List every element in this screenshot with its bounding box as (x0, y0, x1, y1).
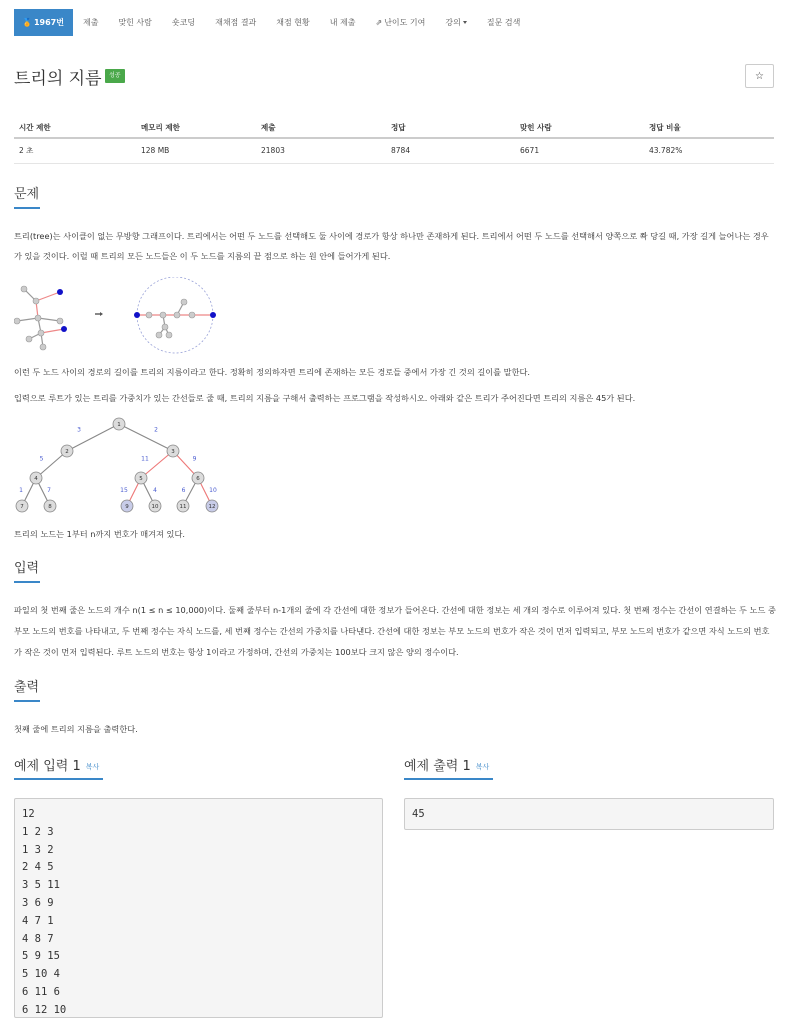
info-header-time: 시간 제한 (14, 117, 136, 138)
tree-sketch-circle (134, 277, 216, 353)
tree-node-label: 10 (151, 504, 159, 510)
tree-edge (119, 424, 173, 451)
nav-difficulty-label: 난이도 기여 (384, 18, 426, 27)
info-value-row (14, 138, 774, 163)
info-accepted: 8784 (386, 138, 515, 163)
sample-output-box[interactable]: 45 (404, 798, 774, 830)
tree-node-label: 1 (117, 422, 121, 428)
external-link-icon: ⇗ (375, 18, 383, 27)
caret-down-icon (463, 21, 467, 24)
sample-output-title: 예제 출력 1 (404, 759, 471, 774)
diameter-illustration (14, 277, 224, 357)
tree-node-label: 5 (139, 476, 143, 482)
sample-input-title: 예제 입력 1 (14, 759, 81, 774)
nav-solvers[interactable]: 맞힌 사람 (118, 18, 152, 27)
edge-weight-label: 10 (209, 487, 217, 494)
problem-paragraph-4: 트리의 노드는 1부터 n까지 번호가 매겨져 있다. (14, 529, 185, 539)
nav-question-search[interactable]: 질문 검색 (486, 18, 521, 27)
output-description: 첫째 줄에 트리의 지름을 출력한다. (14, 724, 138, 734)
info-header-solvers: 맞힌 사람 (515, 117, 644, 138)
nav-submit[interactable]: 제출 (82, 18, 99, 27)
tree-node-label: 6 (196, 476, 200, 482)
info-solvers: 6671 (515, 138, 644, 163)
nav-short-coding[interactable]: 숏코딩 (171, 18, 196, 27)
edge-weight-label: 2 (154, 426, 158, 434)
page-title: 트리의 지름 (14, 69, 102, 89)
tree-node-label: 7 (20, 504, 24, 510)
arrow-right-icon (95, 312, 103, 316)
input-description: 파일의 첫 번째 줄은 노드의 개수 n(1 ≤ n ≤ 10,000)이다. 둘째 줄부터 n-1개의 줄에 각 간선에 대한 정보가 들어온다. 간선에 대한 정보는 세 개의 정수로 이루어져 있다. 첫 번째 정수는 간선이 연결하는 두 노드 중 부모 노드의 번호를 나타내고, 두 번째 정수는 자식 노드를, 세 번째 정수는 간선의 가중치를 나타낸다. 간선에 대한 정보는 부모 노드의 번호가 작은 것이 먼저 입력되고, 부모 노드의 번호가 같으면 자식 노드의 번호가 작은 것이 먼저 입력된다. 루트 노드의 번호는 항상 1이라고 가정하며, 간선의 가중치는 100보다 크지 않은 양의 정수이다. (14, 605, 776, 657)
tree-node-label: 12 (208, 504, 216, 510)
info-header-row (14, 117, 774, 138)
tree-sketch-left (14, 286, 67, 350)
info-header-submit: 제출 (256, 117, 386, 138)
section-output-underline (14, 700, 40, 702)
weighted-tree-diagram (14, 413, 224, 519)
edge-weight-label: 9 (192, 455, 197, 463)
sample-input-header (14, 755, 99, 774)
problem-paragraph-3: 입력으로 루트가 있는 트리를 가중치가 있는 간선들로 줄 때, 트리의 지름을 구해서 출력하는 프로그램을 작성하시오. 아래와 같은 트리가 주어진다면 트리의 지름은 45가 된다. (14, 393, 636, 403)
edge-weight-label: 11 (141, 455, 149, 463)
nav-my-submissions[interactable]: 내 제출 (329, 18, 356, 27)
sample-input-underline (14, 778, 103, 780)
tree-node-label: 4 (34, 476, 38, 482)
tree-node-label: 2 (65, 449, 69, 455)
tree-edge (67, 424, 119, 451)
section-input-underline (14, 581, 40, 583)
problem-paragraph-2: 이런 두 노드 사이의 경로의 길이를 트리의 지름이라고 한다. 정확히 정의하자면 트리에 존재하는 모든 경로들 중에서 가장 긴 것의 길이를 말한다. (14, 367, 530, 377)
nav-lecture-label: 강의 (445, 18, 461, 27)
info-time: 2 초 (14, 138, 136, 163)
info-ratio: 43.782% (644, 138, 774, 163)
sample-output-underline (404, 778, 493, 780)
info-memory: 128 MB (136, 138, 256, 163)
tree-node-label: 3 (171, 449, 175, 455)
info-header-accepted: 정답 (386, 117, 515, 138)
edge-weight-label: 3 (77, 426, 81, 434)
section-problem-title: 문제 (14, 187, 40, 202)
problem-info-table (14, 117, 774, 164)
nav-problem-number[interactable] (14, 9, 73, 36)
edge-weight-label: 6 (181, 487, 186, 494)
problem-paragraph-1: 트리(tree)는 사이클이 없는 무방향 그래프이다. 트리에서는 어떤 두 노드를 선택해도 둘 사이에 경로가 항상 하나만 존재하게 된다. 트리에서 어떤 두 노드를 선택해서 양쪽으로 쫙 당길 때, 가장 길게 늘어나는 경우가 있을 것이다. 이럴 때 트리의 모든 노드들은 이 두 노드를 지름의 끝 점으로 하는 원 안에 들어가게 된다. (14, 231, 769, 261)
problem-nav (14, 9, 774, 36)
info-header-memory: 메모리 제한 (136, 117, 256, 138)
edge-weight-label: 5 (39, 455, 44, 463)
sample-input-box[interactable]: 12 1 2 3 1 3 2 2 4 5 3 5 11 3 6 9 4 7 1 4 8 7 5 9 15 5 10 4 6 11 6 6 12 10 (14, 798, 383, 1018)
edge-weight-label: 1 (19, 487, 23, 494)
info-submit: 21803 (256, 138, 386, 163)
edge-weight-label: 4 (153, 487, 157, 494)
nav-lecture-dropdown[interactable] (435, 9, 476, 36)
trophy-icon: 🏅 (22, 18, 32, 27)
sample-output-header (404, 755, 489, 774)
title-row (14, 64, 774, 89)
section-input-title: 입력 (14, 561, 40, 576)
star-button[interactable]: ☆ (745, 64, 774, 88)
tree-node-label: 8 (48, 504, 52, 510)
edge-weight-label: 7 (47, 487, 51, 494)
nav-status[interactable]: 채점 현황 (276, 18, 310, 27)
tree-node-label: 9 (125, 504, 129, 510)
info-header-ratio: 정답 비율 (644, 117, 774, 138)
edge-weight-label: 15 (120, 487, 128, 494)
tree-node-label: 11 (179, 504, 187, 510)
nav-rejudge[interactable]: 재채점 결과 (215, 18, 257, 27)
section-problem-underline (14, 207, 40, 209)
section-output-title: 출력 (14, 680, 40, 695)
copy-input-link[interactable]: 복사 (85, 762, 100, 771)
copy-output-link[interactable]: 복사 (475, 762, 490, 771)
nav-difficulty[interactable] (365, 9, 435, 36)
status-badge: 성공 (105, 69, 125, 83)
nav-problem-number-label: 1967번 (33, 18, 64, 27)
